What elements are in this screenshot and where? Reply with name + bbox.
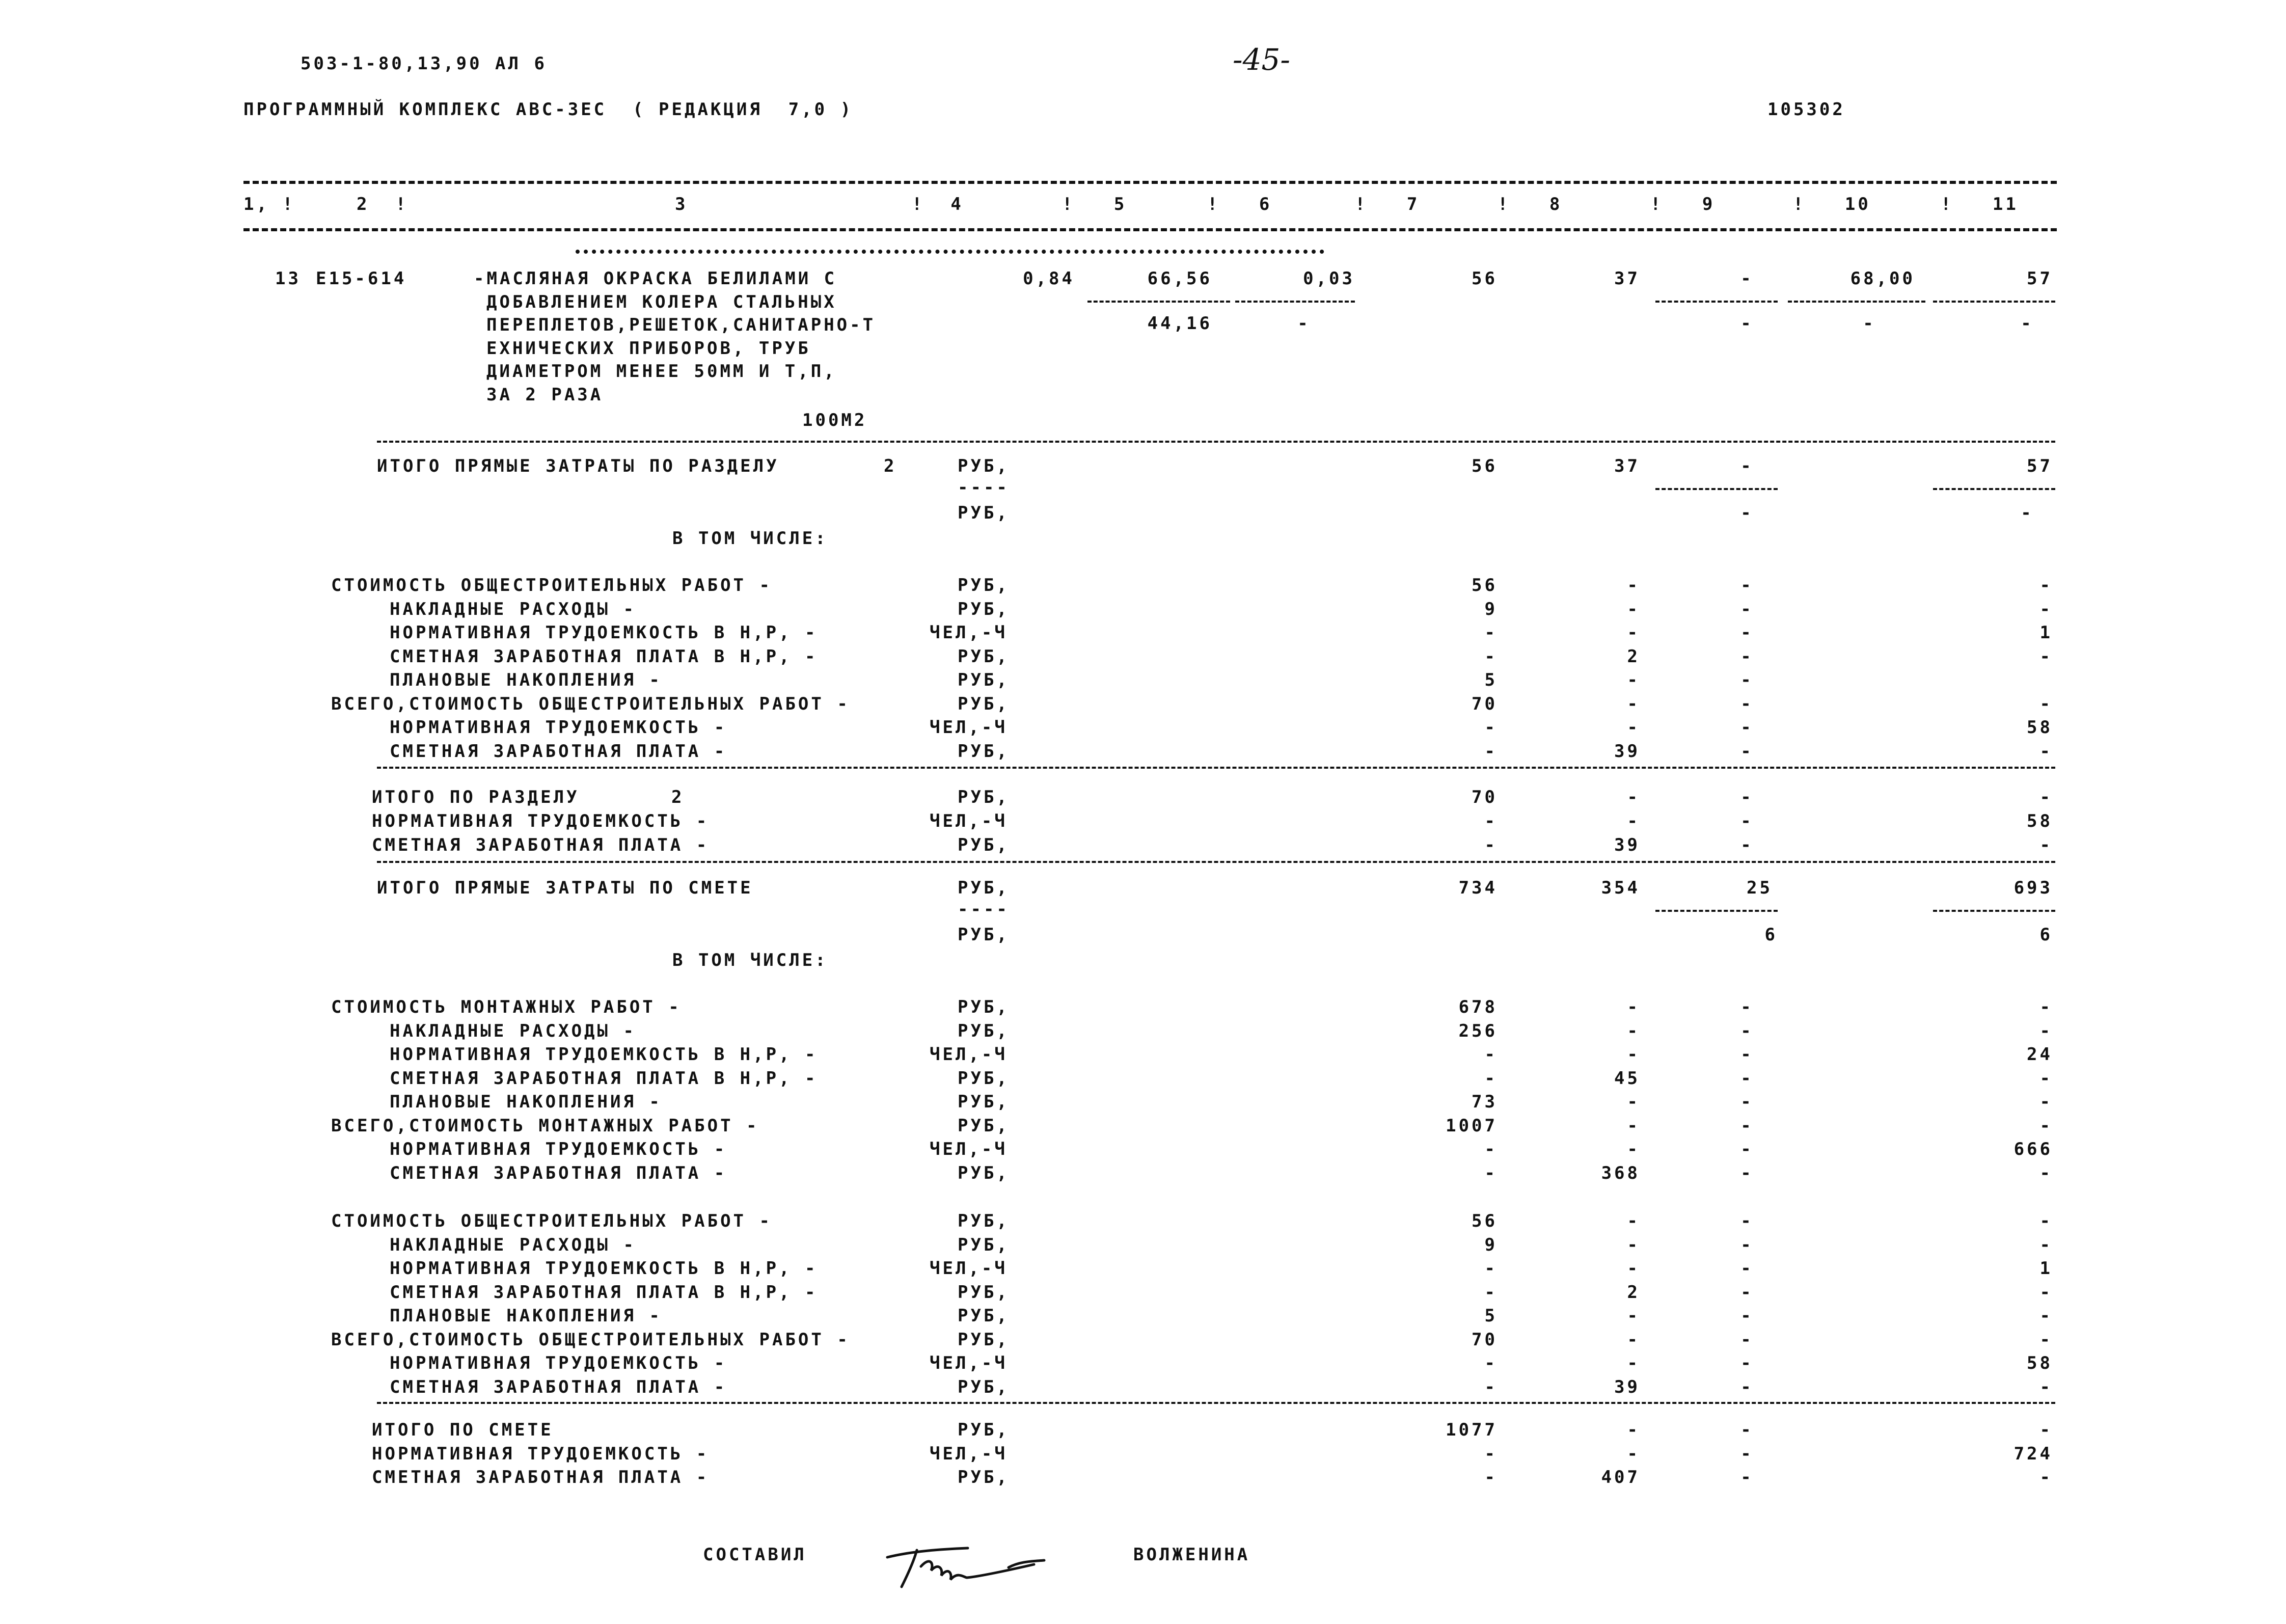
row-col9: - bbox=[1740, 1467, 1754, 1487]
estimate-total-label: ИТОГО ПРЯМЫЕ ЗАТРАТЫ ПО СМЕТЕ bbox=[377, 878, 753, 898]
row-col11: - bbox=[2039, 1234, 2053, 1255]
row-unit: РУБ, bbox=[958, 1234, 1010, 1255]
item-col9-rule bbox=[1655, 301, 1778, 303]
row-col9: - bbox=[1740, 670, 1754, 690]
row-label: НОРМАТИВНАЯ ТРУДОЕМКОСТЬ - bbox=[390, 1353, 727, 1373]
row-col8: 45 bbox=[1614, 1068, 1640, 1089]
row-col8: 368 bbox=[1601, 1162, 1640, 1183]
author-name: ВОЛЖЕНИНА bbox=[1133, 1545, 1250, 1565]
column-header-4: ! 4 bbox=[912, 194, 964, 214]
row-unit: РУБ, bbox=[958, 1211, 1010, 1231]
column-header-1: 1, ! bbox=[243, 194, 295, 214]
row-label: СТОИМОСТЬ МОНТАЖНЫХ РАБОТ - bbox=[331, 997, 682, 1017]
row-col11: - bbox=[2039, 1115, 2053, 1136]
section-total-col11-rule bbox=[1933, 488, 2055, 490]
row-col11: - bbox=[2039, 1282, 2053, 1303]
row-unit: РУБ, bbox=[958, 1282, 1010, 1303]
row-col9: - bbox=[1740, 997, 1754, 1017]
row-col11: - bbox=[2039, 1329, 2053, 1350]
row-col8: - bbox=[1627, 1211, 1640, 1231]
row-col8: - bbox=[1627, 1329, 1640, 1350]
row-unit: РУБ, bbox=[958, 1306, 1010, 1326]
item-description-line: -МАСЛЯНАЯ ОКРАСКА БЕЛИЛАМИ С bbox=[474, 268, 837, 289]
row-col9: - bbox=[1740, 1234, 1754, 1255]
row-col9: - bbox=[1740, 787, 1754, 807]
including-label: В ТОМ ЧИСЛЕ: bbox=[672, 528, 828, 549]
row-label: ИТОГО ПО СМЕТЕ bbox=[372, 1420, 554, 1440]
row-col8: - bbox=[1627, 1044, 1640, 1065]
item-col5: 66,56 bbox=[1147, 268, 1212, 289]
item-col11-rule bbox=[1933, 301, 2055, 303]
row-col7: - bbox=[1484, 811, 1498, 831]
row-col11: 58 bbox=[2027, 811, 2053, 831]
row-unit: ЧЕЛ,-Ч bbox=[930, 1258, 1008, 1279]
row-label: НОРМАТИВНАЯ ТРУДОЕМКОСТЬ - bbox=[372, 811, 710, 831]
doc-id: 105302 bbox=[1767, 99, 1845, 120]
row-col11: 1 bbox=[2039, 622, 2053, 643]
row-col9: - bbox=[1740, 1353, 1754, 1373]
row-unit: РУБ, bbox=[958, 599, 1010, 619]
row-col8: 39 bbox=[1614, 835, 1640, 855]
row-col11: 666 bbox=[2013, 1139, 2053, 1159]
row-unit: ЧЕЛ,-Ч bbox=[930, 622, 1008, 643]
column-header-11: ! 11 bbox=[1941, 194, 2019, 214]
row-col7: - bbox=[1484, 1467, 1498, 1487]
row-col9: - bbox=[1740, 1139, 1754, 1159]
row-unit: РУБ, bbox=[958, 1329, 1010, 1350]
item-col10-sub: - bbox=[1863, 313, 1876, 334]
row-unit: ЧЕЛ,-Ч bbox=[930, 1139, 1008, 1159]
estimate-total-col11-rule bbox=[1933, 910, 2055, 912]
table-top-rule bbox=[243, 181, 2057, 184]
estimate-total-col8: 354 bbox=[1601, 878, 1640, 898]
row-col7: - bbox=[1484, 1162, 1498, 1183]
row-col9: - bbox=[1740, 1115, 1754, 1136]
row-col9: - bbox=[1740, 1211, 1754, 1231]
item-code: Е15-614 bbox=[316, 268, 407, 289]
row-col8: - bbox=[1627, 693, 1640, 714]
row-col9: - bbox=[1740, 1044, 1754, 1065]
row-label: СМЕТНАЯ ЗАРАБОТНАЯ ПЛАТА - bbox=[372, 1467, 710, 1487]
row-col11: - bbox=[2039, 646, 2053, 667]
row-label: НОРМАТИВНАЯ ТРУДОЕМКОСТЬ В Н,Р, - bbox=[390, 1258, 818, 1279]
section-total-rule bbox=[377, 441, 2055, 443]
row-col11: 58 bbox=[2027, 717, 2053, 738]
row-col7: - bbox=[1484, 1044, 1498, 1065]
item-col8: 37 bbox=[1614, 268, 1640, 289]
row-col9: - bbox=[1740, 1306, 1754, 1326]
row-label: СМЕТНАЯ ЗАРАБОТНАЯ ПЛАТА - bbox=[372, 835, 710, 855]
estimate-total-unit: РУБ, bbox=[958, 878, 1010, 898]
row-unit: РУБ, bbox=[958, 1020, 1010, 1041]
item-description-line: ЗА 2 РАЗА bbox=[486, 385, 604, 405]
section-total-col11-sub: - bbox=[2021, 503, 2034, 523]
row-col8: - bbox=[1627, 1353, 1640, 1373]
row-col11: - bbox=[2039, 1211, 2053, 1231]
section-total-unit2: РУБ, bbox=[958, 503, 1010, 523]
row-col7: - bbox=[1484, 1353, 1498, 1373]
section-total-label: ИТОГО ПРЯМЫЕ ЗАТРАТЫ ПО РАЗДЕЛУ bbox=[377, 456, 779, 476]
section-total-col9-rule bbox=[1655, 488, 1778, 490]
row-col8: - bbox=[1627, 1443, 1640, 1464]
row-col9: - bbox=[1740, 1258, 1754, 1279]
row-col9: - bbox=[1740, 1329, 1754, 1350]
row-col11: - bbox=[2039, 997, 2053, 1017]
row-col8: - bbox=[1627, 811, 1640, 831]
program-title: ПРОГРАММНЫЙ КОМПЛЕКС АВС-3ЕС ( РЕДАКЦИЯ 7,0 ) bbox=[243, 99, 854, 120]
row-col9: - bbox=[1740, 622, 1754, 643]
row-label: ПЛАНОВЫЕ НАКОПЛЕНИЯ - bbox=[390, 1306, 662, 1326]
row-col11: - bbox=[2039, 787, 2053, 807]
row-col9: - bbox=[1740, 1282, 1754, 1303]
row-col11: - bbox=[2039, 1420, 2053, 1440]
row-label: СМЕТНАЯ ЗАРАБОТНАЯ ПЛАТА - bbox=[390, 1376, 727, 1397]
row-col7: 70 bbox=[1472, 693, 1498, 714]
row-label: СМЕТНАЯ ЗАРАБОТНАЯ ПЛАТА В Н,Р, - bbox=[390, 646, 818, 667]
item-unit: 100М2 bbox=[802, 410, 867, 430]
row-label: СМЕТНАЯ ЗАРАБОТНАЯ ПЛАТА В Н,Р, - bbox=[390, 1068, 818, 1089]
row-col9: - bbox=[1740, 1020, 1754, 1041]
section-total-col8: 37 bbox=[1614, 456, 1640, 476]
row-col8: - bbox=[1627, 1092, 1640, 1112]
row-col7: 9 bbox=[1484, 599, 1498, 619]
row-label: ВСЕГО,СТОИМОСТЬ ОБЩЕСТРОИТЕЛЬНЫХ РАБОТ - bbox=[331, 693, 850, 714]
row-col7: 70 bbox=[1472, 787, 1498, 807]
table-header-bottom-rule bbox=[243, 228, 2057, 231]
row-label: СМЕТНАЯ ЗАРАБОТНАЯ ПЛАТА В Н,Р, - bbox=[390, 1282, 818, 1303]
row-col11: - bbox=[2039, 741, 2053, 762]
section-total-unit-rule: ---- bbox=[958, 477, 1010, 498]
estimate-total-col9-rule bbox=[1655, 910, 1778, 912]
row-col9: - bbox=[1740, 1162, 1754, 1183]
item-top-rule bbox=[576, 250, 1324, 254]
row-col8: - bbox=[1627, 1139, 1640, 1159]
row-col9: - bbox=[1740, 693, 1754, 714]
item-col11: 57 bbox=[2027, 268, 2053, 289]
row-col7: - bbox=[1484, 1282, 1498, 1303]
estimate-total-unit-rule: ---- bbox=[958, 899, 1010, 919]
row-unit: РУБ, bbox=[958, 1115, 1010, 1136]
row-col7: - bbox=[1484, 717, 1498, 738]
row-label: СМЕТНАЯ ЗАРАБОТНАЯ ПЛАТА - bbox=[390, 741, 727, 762]
row-col7: 678 bbox=[1458, 997, 1498, 1017]
row-col7: - bbox=[1484, 1443, 1498, 1464]
row-col11: - bbox=[2039, 575, 2053, 596]
row-unit: РУБ, bbox=[958, 646, 1010, 667]
row-label: СТОИМОСТЬ ОБЩЕСТРОИТЕЛЬНЫХ РАБОТ - bbox=[331, 575, 772, 596]
section-summary-rule bbox=[377, 767, 2055, 769]
row-label: НОРМАТИВНАЯ ТРУДОЕМКОСТЬ - bbox=[390, 717, 727, 738]
estimate-total-col7: 734 bbox=[1458, 878, 1498, 898]
estimate-total-col9: 25 bbox=[1747, 878, 1773, 898]
row-unit: ЧЕЛ,-Ч bbox=[930, 811, 1008, 831]
row-col7: 1007 bbox=[1446, 1115, 1498, 1136]
row-col8: - bbox=[1627, 1306, 1640, 1326]
row-col8: 407 bbox=[1601, 1467, 1640, 1487]
row-unit: РУБ, bbox=[958, 997, 1010, 1017]
column-header-5: ! 5 bbox=[1062, 194, 1127, 214]
row-col9: - bbox=[1740, 646, 1754, 667]
row-col9: - bbox=[1740, 1443, 1754, 1464]
row-col7: - bbox=[1484, 1376, 1498, 1397]
row-col11: - bbox=[2039, 693, 2053, 714]
row-col8: 39 bbox=[1614, 741, 1640, 762]
row-col8: 2 bbox=[1627, 646, 1640, 667]
column-header-7: ! 7 bbox=[1355, 194, 1420, 214]
column-header-10: ! 10 bbox=[1793, 194, 1871, 214]
row-col7: 1077 bbox=[1446, 1420, 1498, 1440]
grand-total-rule bbox=[377, 1402, 2055, 1404]
row-label: НОРМАТИВНАЯ ТРУДОЕМКОСТЬ - bbox=[372, 1443, 710, 1464]
row-col8: - bbox=[1627, 670, 1640, 690]
row-unit: РУБ, bbox=[958, 670, 1010, 690]
row-col9: - bbox=[1740, 1420, 1754, 1440]
row-col7: - bbox=[1484, 646, 1498, 667]
column-header-2: 2 ! bbox=[357, 194, 409, 214]
row-unit: ЧЕЛ,-Ч bbox=[930, 717, 1008, 738]
row-label: СТОИМОСТЬ ОБЩЕСТРОИТЕЛЬНЫХ РАБОТ - bbox=[331, 1211, 772, 1231]
row-col9: - bbox=[1740, 575, 1754, 596]
row-label: НАКЛАДНЫЕ РАСХОДЫ - bbox=[390, 1020, 636, 1041]
row-label: НАКЛАДНЫЕ РАСХОДЫ - bbox=[390, 1234, 636, 1255]
item-description-line: ДОБАВЛЕНИЕМ КОЛЕРА СТАЛЬНЫХ bbox=[486, 291, 837, 312]
row-col11: - bbox=[2039, 1092, 2053, 1112]
row-col7: 56 bbox=[1472, 575, 1498, 596]
row-unit: ЧЕЛ,-Ч bbox=[930, 1353, 1008, 1373]
row-col7: - bbox=[1484, 622, 1498, 643]
row-label: ПЛАНОВЫЕ НАКОПЛЕНИЯ - bbox=[390, 1092, 662, 1112]
row-col8: - bbox=[1627, 599, 1640, 619]
section-total-col9-sub: - bbox=[1740, 503, 1754, 523]
item-col4: 0,84 bbox=[1023, 268, 1075, 289]
row-col8: - bbox=[1627, 787, 1640, 807]
estimate-total-rule bbox=[377, 861, 2055, 863]
row-col11: - bbox=[2039, 599, 2053, 619]
column-header-8: ! 8 bbox=[1498, 194, 1563, 214]
row-unit: РУБ, bbox=[958, 741, 1010, 762]
item-col6-rule bbox=[1235, 301, 1355, 303]
estimate-total-col9-sub: 6 bbox=[1764, 925, 1778, 945]
item-col10-rule bbox=[1788, 301, 1925, 303]
row-col11: - bbox=[2039, 1162, 2053, 1183]
item-description-line: ДИАМЕТРОМ МЕНЕЕ 50ММ И Т,П, bbox=[486, 361, 837, 382]
section-total-col11: 57 bbox=[2027, 456, 2053, 476]
section-total-col9: - bbox=[1740, 456, 1754, 476]
item-col6-sub: - bbox=[1297, 313, 1311, 334]
row-unit: РУБ, bbox=[958, 1467, 1010, 1487]
row-col8: - bbox=[1627, 622, 1640, 643]
row-col11: - bbox=[2039, 1467, 2053, 1487]
row-col11: 24 bbox=[2027, 1044, 2053, 1065]
row-col9: - bbox=[1740, 811, 1754, 831]
item-col5-rule bbox=[1087, 301, 1230, 303]
item-number: 13 bbox=[275, 268, 301, 289]
estimate-total-col11: 693 bbox=[2013, 878, 2053, 898]
including-label: В ТОМ ЧИСЛЕ: bbox=[672, 950, 828, 970]
section-total-number: 2 bbox=[884, 456, 897, 476]
item-col9-sub: - bbox=[1740, 313, 1754, 334]
row-col9: - bbox=[1740, 1068, 1754, 1089]
row-unit: РУБ, bbox=[958, 835, 1010, 855]
row-col9: - bbox=[1740, 1092, 1754, 1112]
row-col7: - bbox=[1484, 1139, 1498, 1159]
section-total-col7: 56 bbox=[1472, 456, 1498, 476]
row-unit: РУБ, bbox=[958, 787, 1010, 807]
item-col6: 0,03 bbox=[1303, 268, 1355, 289]
row-col7: - bbox=[1484, 1258, 1498, 1279]
row-label: НОРМАТИВНАЯ ТРУДОЕМКОСТЬ - bbox=[390, 1139, 727, 1159]
row-col7: 5 bbox=[1484, 1306, 1498, 1326]
row-label: НОРМАТИВНАЯ ТРУДОЕМКОСТЬ В Н,Р, - bbox=[390, 1044, 818, 1065]
row-col8: - bbox=[1627, 1420, 1640, 1440]
estimate-total-col11-sub: 6 bbox=[2039, 925, 2053, 945]
row-label: НОРМАТИВНАЯ ТРУДОЕМКОСТЬ В Н,Р, - bbox=[390, 622, 818, 643]
estimate-total-unit2: РУБ, bbox=[958, 925, 1010, 945]
row-col8: - bbox=[1627, 1258, 1640, 1279]
row-col7: 56 bbox=[1472, 1211, 1498, 1231]
row-col9: - bbox=[1740, 599, 1754, 619]
signature-image bbox=[881, 1531, 1054, 1592]
item-description-line: ПЕРЕПЛЕТОВ,РЕШЕТОК,САНИТАРНО-Т bbox=[486, 315, 876, 336]
item-col7: 56 bbox=[1472, 268, 1498, 289]
row-col11: - bbox=[2039, 1020, 2053, 1041]
row-col8: - bbox=[1627, 717, 1640, 738]
doc-code: 503-1-80,13,90 АЛ 6 bbox=[301, 53, 547, 74]
row-col8: - bbox=[1627, 997, 1640, 1017]
row-col7: - bbox=[1484, 741, 1498, 762]
row-col7: 73 bbox=[1472, 1092, 1498, 1112]
column-header-3: 3 bbox=[675, 194, 688, 214]
composed-by-label: СОСТАВИЛ bbox=[703, 1545, 807, 1565]
row-col11: - bbox=[2039, 1306, 2053, 1326]
column-header-6: ! 6 bbox=[1207, 194, 1272, 214]
row-col8: - bbox=[1627, 1020, 1640, 1041]
row-col9: - bbox=[1740, 1376, 1754, 1397]
row-label: ВСЕГО,СТОИМОСТЬ ОБЩЕСТРОИТЕЛЬНЫХ РАБОТ - bbox=[331, 1329, 850, 1350]
row-unit: РУБ, bbox=[958, 1420, 1010, 1440]
item-description-line: ЕХНИЧЕСКИХ ПРИБОРОВ, ТРУБ bbox=[486, 338, 811, 359]
row-col11: - bbox=[2039, 1376, 2053, 1397]
row-label: ВСЕГО,СТОИМОСТЬ МОНТАЖНЫХ РАБОТ - bbox=[331, 1115, 759, 1136]
row-col11: 1 bbox=[2039, 1258, 2053, 1279]
row-col11: - bbox=[2039, 835, 2053, 855]
column-header-9: ! 9 bbox=[1650, 194, 1716, 214]
row-col7: - bbox=[1484, 835, 1498, 855]
row-unit: ЧЕЛ,-Ч bbox=[930, 1443, 1008, 1464]
row-unit: РУБ, bbox=[958, 1068, 1010, 1089]
item-col5-sub: 44,16 bbox=[1147, 313, 1212, 334]
item-col9: - bbox=[1740, 268, 1754, 289]
row-unit: ЧЕЛ,-Ч bbox=[930, 1044, 1008, 1065]
row-label: СМЕТНАЯ ЗАРАБОТНАЯ ПЛАТА - bbox=[390, 1162, 727, 1183]
row-label: ИТОГО ПО РАЗДЕЛУ bbox=[372, 787, 580, 807]
row-unit: РУБ, bbox=[958, 1092, 1010, 1112]
item-col11-sub: - bbox=[2021, 313, 2034, 334]
row-label: ПЛАНОВЫЕ НАКОПЛЕНИЯ - bbox=[390, 670, 662, 690]
row-col8: - bbox=[1627, 1115, 1640, 1136]
row-section-number: 2 bbox=[671, 787, 685, 807]
row-col7: 5 bbox=[1484, 670, 1498, 690]
row-col8: - bbox=[1627, 575, 1640, 596]
page-number: -45- bbox=[1233, 42, 1290, 77]
row-label: НАКЛАДНЫЕ РАСХОДЫ - bbox=[390, 599, 636, 619]
row-col9: - bbox=[1740, 835, 1754, 855]
row-col8: - bbox=[1627, 1234, 1640, 1255]
row-unit: РУБ, bbox=[958, 575, 1010, 596]
row-col7: 70 bbox=[1472, 1329, 1498, 1350]
row-unit: РУБ, bbox=[958, 1162, 1010, 1183]
row-col11: 724 bbox=[2013, 1443, 2053, 1464]
row-col9: - bbox=[1740, 717, 1754, 738]
row-col8: 2 bbox=[1627, 1282, 1640, 1303]
row-col7: 256 bbox=[1458, 1020, 1498, 1041]
row-unit: РУБ, bbox=[958, 693, 1010, 714]
item-col10: 68,00 bbox=[1850, 268, 1915, 289]
row-col7: - bbox=[1484, 1068, 1498, 1089]
row-col9: - bbox=[1740, 741, 1754, 762]
row-col11: 58 bbox=[2027, 1353, 2053, 1373]
row-col11: - bbox=[2039, 1068, 2053, 1089]
section-total-unit: РУБ, bbox=[958, 456, 1010, 476]
row-unit: РУБ, bbox=[958, 1376, 1010, 1397]
row-col8: 39 bbox=[1614, 1376, 1640, 1397]
row-col7: 9 bbox=[1484, 1234, 1498, 1255]
